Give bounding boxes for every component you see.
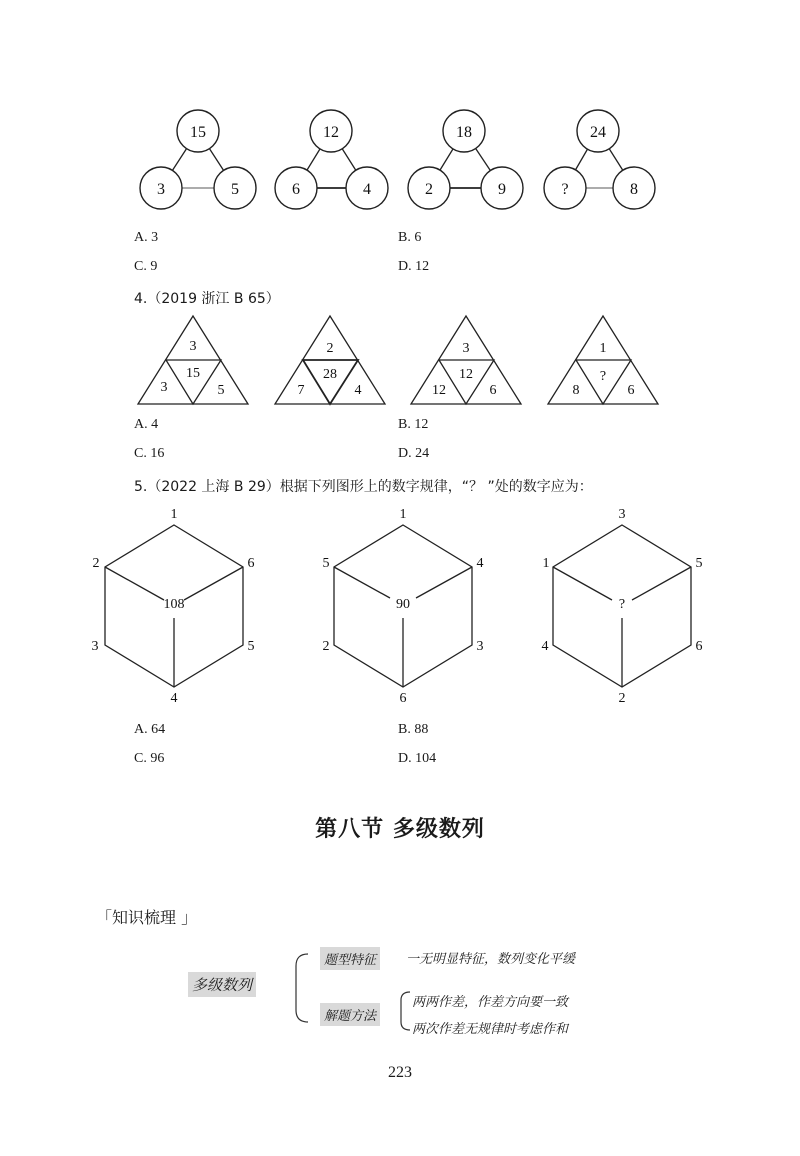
circle-4-left: ? [561,181,569,198]
q4-option-a: A. 4 [134,417,159,432]
q5-option-a: A. 64 [134,722,166,737]
tri-2-right: 4 [354,383,362,398]
cube-1-upper-left: 2 [92,556,100,571]
cube-1-bottom: 4 [170,691,178,706]
q5-option-b: B. 88 [398,722,429,737]
circle-2-right: 4 [363,181,371,198]
mindmap-features-item: 一无明显特征，数列变化平缓 [406,952,576,967]
q3-option-c: C. 9 [134,259,158,274]
tri-3-right: 6 [489,383,497,398]
cube-3-lower-right: 6 [695,639,703,654]
mindmap-method-1: 两两作差，作差方向要一致 [412,995,569,1010]
q4-title: 4.（2019 浙江 B 65） [134,291,280,307]
circle-figures [0,0,800,230]
cube-1-lower-left: 3 [91,639,99,654]
q4-option-b: B. 12 [398,417,429,432]
tri-1-left: 3 [160,380,168,395]
tri-3-left: 12 [432,383,446,398]
mindmap-branch-features: 题型特征 [320,947,380,970]
q3-option-d: D. 12 [398,259,430,274]
knowledge-title: 「知识梳理 」 [96,908,198,927]
circle-1-right: 5 [231,181,239,198]
cube-figures [0,500,800,710]
page-number: 223 [388,1064,412,1081]
tri-4-center: ? [599,369,607,384]
tri-4-right: 6 [627,383,635,398]
circle-1-left: 3 [157,181,165,198]
cube-2-lower-left: 2 [322,639,330,654]
circle-2-left: 6 [292,181,300,198]
tri-2-left: 7 [297,383,305,398]
cube-2-upper-left: 5 [322,556,330,571]
q4-option-d: D. 24 [398,446,430,461]
q4-option-c: C. 16 [134,446,165,461]
cube-1-top: 1 [170,507,178,522]
cube-3-upper-left: 1 [542,556,550,571]
tri-2-center: 28 [323,367,337,382]
q5-option-c: C. 96 [134,751,165,766]
tri-4-top: 1 [599,341,607,356]
circle-1-top: 15 [190,124,206,141]
mindmap-root: 多级数列 [188,972,256,997]
q3-option-a: A. 3 [134,230,159,245]
mindmap-method-2: 两次作差无规律时考虑作和 [412,1022,569,1037]
tri-3-center: 12 [459,367,473,382]
cube-3-upper-right: 5 [695,556,703,571]
q5-title: 5.（2022 上海 B 29）根据下列图形上的数字规律，“？ ”处的数字应为： [134,479,593,495]
mindmap-branch-methods: 解题方法 [320,1003,380,1026]
tri-4-left: 8 [572,383,580,398]
tri-1-center: 15 [186,366,200,381]
cube-1-center: 108 [163,597,185,612]
q5-option-d: D. 104 [398,751,437,766]
cube-2-upper-right: 4 [476,556,484,571]
circle-3-left: 2 [425,181,433,198]
cube-3-center: ? [618,597,626,612]
cube-2-center: 90 [396,597,410,612]
circle-2-top: 12 [323,124,339,141]
cube-3-bottom: 2 [618,691,626,706]
circle-3-top: 18 [456,124,472,141]
tri-2-top: 2 [326,341,334,356]
circle-3-right: 9 [498,181,506,198]
cube-2-lower-right: 3 [476,639,484,654]
section-title: 第八节 多级数列 [315,817,485,842]
cube-3-lower-left: 4 [541,639,549,654]
tri-1-right: 5 [217,383,225,398]
triangle-figures [0,310,800,410]
circle-4-top: 24 [590,124,606,141]
cube-3-top: 3 [618,507,626,522]
tri-3-top: 3 [462,341,470,356]
circle-4-right: 8 [630,181,638,198]
cube-2-top: 1 [399,507,407,522]
q3-option-b: B. 6 [398,230,422,245]
tri-1-top: 3 [189,339,197,354]
cube-2-bottom: 6 [399,691,407,706]
cube-1-lower-right: 5 [247,639,255,654]
cube-1-upper-right: 6 [247,556,255,571]
